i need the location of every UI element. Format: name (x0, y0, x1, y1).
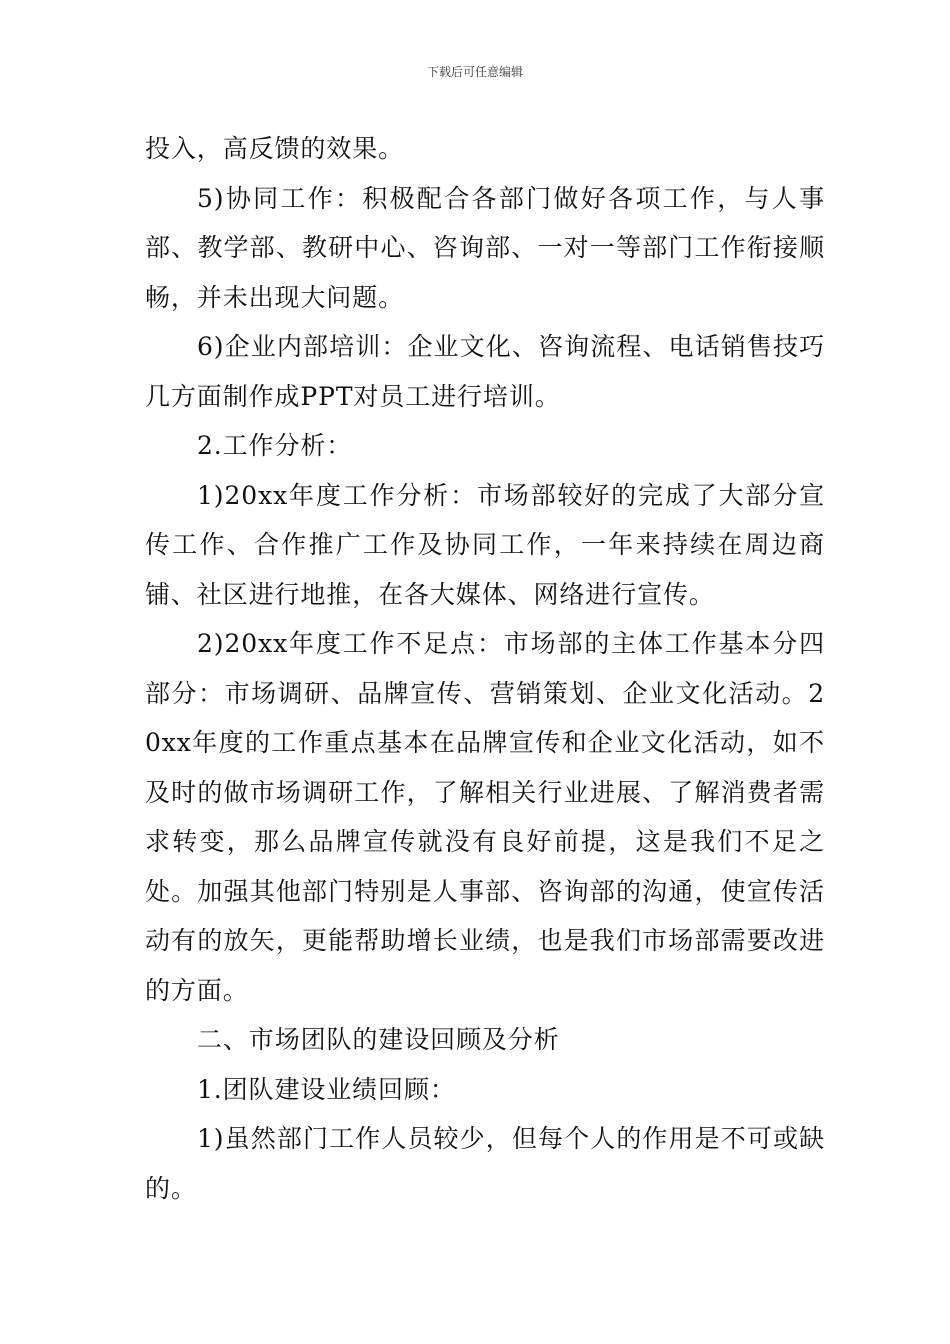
paragraph-shortcomings: 2)20xx年度工作不足点：市场部的主体工作基本分四部分：市场调研、品牌宣传、营销策划、企业文化活动。20xx年度的工作重点基本在品牌宣传和企业文化活动，如不及时的做市场调研工作，了解相关行业进展、了解消费者需求转变，那么品牌宣传就没有良好前提，这是我们不足之处。加强其他部门特别是人事部、咨询部的沟通，使宣传活动有的放矢，更能帮助增长业绩，也是我们市场部需要改进的方面。 (145, 629, 825, 1005)
paragraph-staff: 1)虽然部门工作人员较少，但每个人的作用是不可或缺的。 (145, 1124, 825, 1203)
paragraph-internal-training: 6)企业内部培训：企业文化、咨询流程、电话销售技巧几方面制作成PPT对员工进行培训。 (145, 332, 825, 411)
heading-team-building: 二、市场团队的建设回顾及分析 (197, 1025, 560, 1054)
paragraph-annual-analysis: 1)20xx年度工作分析：市场部较好的完成了大部分宣传工作、合作推广工作及协同工作，一年来持续在周边商铺、社区进行地推，在各大媒体、网络进行宣传。 (145, 480, 825, 609)
heading-team-review: 1.团队建设业绩回顾： (197, 1074, 456, 1104)
page-header: 下载后可任意编辑 (426, 65, 523, 79)
paragraph-collaboration: 5)协同工作：积极配合各部门做好各项工作，与人事部、教学部、教研中心、咨询部、一对一等部门工作衔接顺畅，并未出现大问题。 (145, 183, 825, 312)
document-body (145, 124, 825, 1213)
paragraph-continuation: 投入，高反馈的效果。 (145, 134, 405, 163)
heading-work-analysis: 2.工作分析： (197, 431, 353, 460)
